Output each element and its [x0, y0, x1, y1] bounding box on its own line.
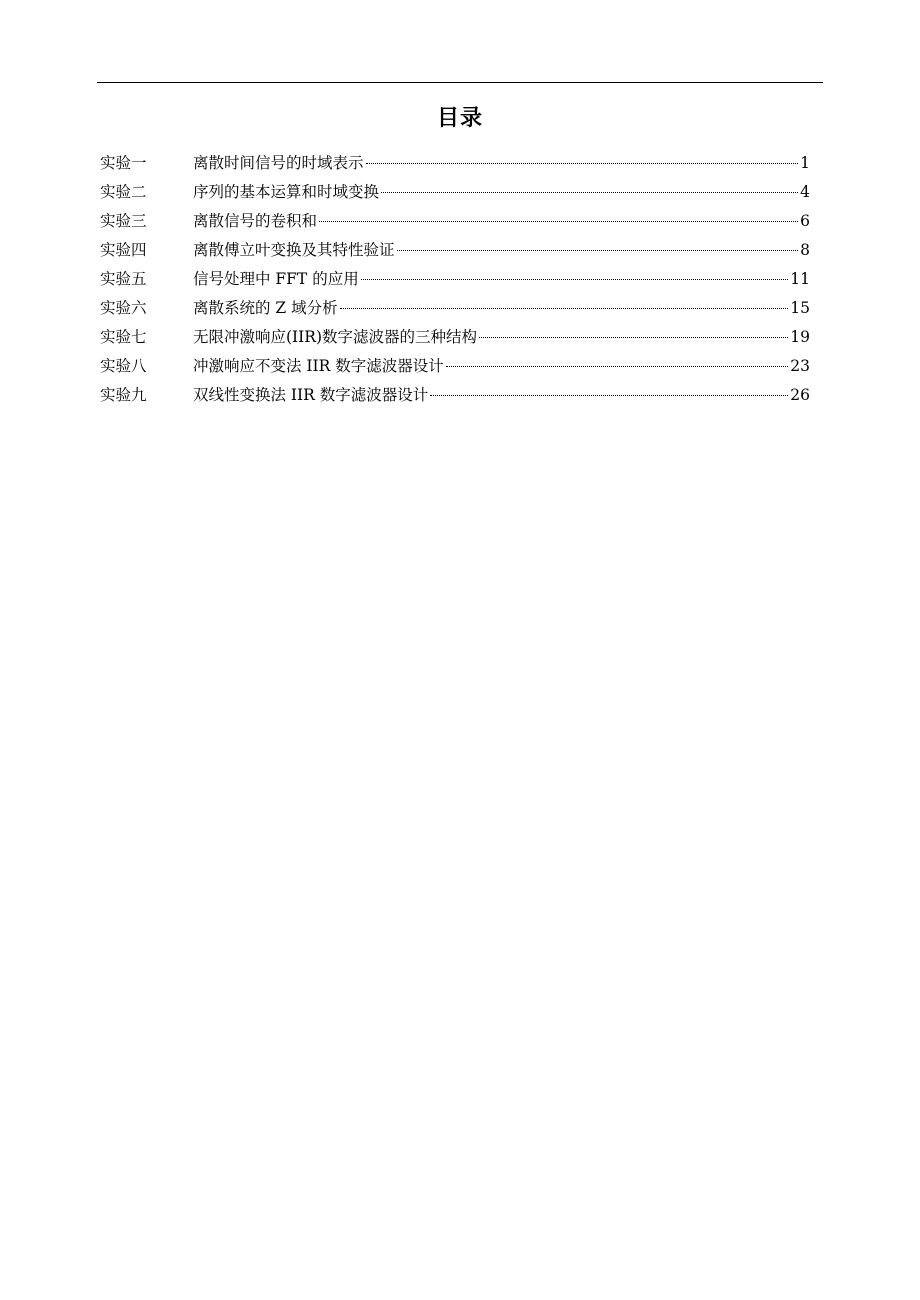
toc-entry-page: 4 — [800, 183, 810, 201]
toc-entry-label: 实验二 — [100, 183, 147, 201]
header-rule — [97, 82, 823, 83]
toc-entry-page: 6 — [800, 212, 810, 230]
toc-entry-label: 实验六 — [100, 299, 147, 317]
toc-title: 目录 — [436, 106, 483, 131]
toc-entry-title: 离散时间信号的时域表示 — [193, 154, 364, 172]
toc-entry-page: 15 — [790, 299, 810, 317]
toc-dot-leader — [361, 279, 789, 280]
toc-entry-4[interactable] — [100, 236, 810, 265]
toc-entry-page: 19 — [790, 328, 810, 346]
toc-entry-3[interactable] — [100, 207, 810, 236]
toc-entry-page: 1 — [800, 154, 810, 172]
toc-dot-leader — [340, 308, 789, 309]
toc-entry-page: 23 — [790, 357, 810, 375]
toc-entry-7[interactable] — [100, 323, 810, 352]
toc-dot-leader — [397, 250, 799, 251]
toc-entry-6[interactable] — [100, 294, 810, 323]
toc-entry-page: 8 — [800, 241, 810, 259]
toc-dot-leader — [366, 163, 799, 164]
toc-entry-2[interactable] — [100, 178, 810, 207]
toc-dot-leader — [319, 221, 798, 222]
toc-entry-title: 冲激响应不变法 IIR 数字滤波器设计 — [193, 357, 444, 375]
toc-entry-1[interactable] — [100, 149, 810, 178]
toc-entry-title: 信号处理中 FFT 的应用 — [193, 270, 359, 288]
table-of-contents — [100, 149, 810, 410]
toc-entry-title: 离散信号的卷积和 — [193, 212, 318, 230]
toc-entry-label: 实验一 — [100, 154, 147, 172]
toc-entry-label: 实验八 — [100, 357, 147, 375]
toc-dot-leader — [446, 366, 788, 367]
toc-entry-8[interactable] — [100, 352, 810, 381]
toc-entry-page: 11 — [790, 270, 810, 288]
toc-entry-label: 实验五 — [100, 270, 147, 288]
toc-entry-label: 实验七 — [100, 328, 147, 346]
toc-dot-leader — [430, 395, 788, 396]
toc-entry-9[interactable] — [100, 381, 810, 410]
toc-entry-title: 离散系统的 Z 域分析 — [193, 299, 338, 317]
toc-entry-label: 实验四 — [100, 241, 147, 259]
toc-entry-label: 实验九 — [100, 386, 147, 404]
toc-entry-label: 实验三 — [100, 212, 147, 230]
toc-entry-title: 离散傅立叶变换及其特性验证 — [193, 241, 395, 259]
toc-dot-leader — [381, 192, 798, 193]
toc-entry-page: 26 — [790, 386, 810, 404]
toc-dot-leader — [479, 337, 788, 338]
toc-entry-5[interactable] — [100, 265, 810, 294]
toc-entry-title: 序列的基本运算和时域变换 — [193, 183, 380, 201]
toc-entry-title: 无限冲激响应(IIR)数字滤波器的三种结构 — [193, 328, 478, 346]
toc-entry-title: 双线性变换法 IIR 数字滤波器设计 — [193, 386, 429, 404]
